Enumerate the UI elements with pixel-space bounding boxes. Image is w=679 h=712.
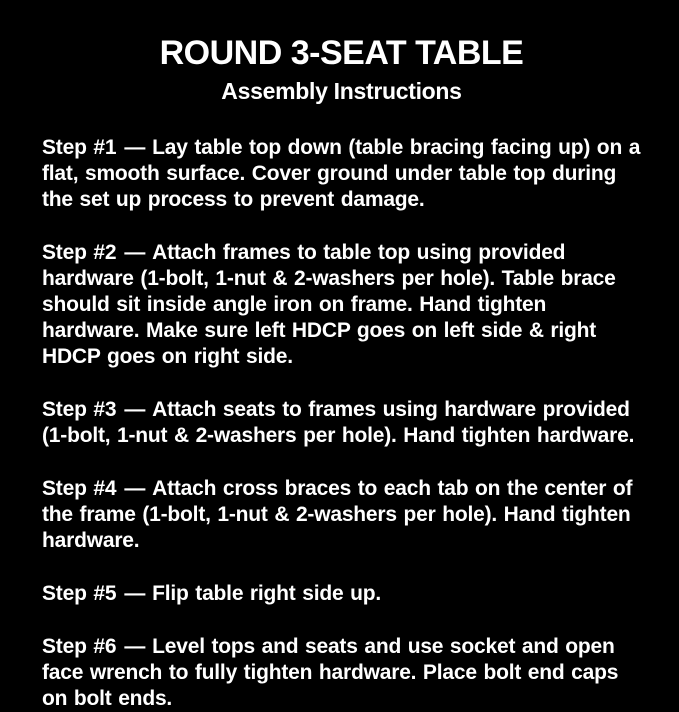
step-separator: — — [124, 397, 146, 421]
step-separator: — — [124, 477, 146, 500]
step-3-text: Attach seats to frames using hardware provided (1-bolt, 1-nut & 2-washers per hole). Hand tighten hardware. — [42, 397, 635, 447]
step-1-text: Lay table top down (table bracing facing up) on a flat, smooth surface. Cover ground under table top during the set up process to prevent damage. — [42, 135, 641, 211]
step-6-text: Level tops and seats and use socket and open face wrench to fully tighten hardware. Place bolt end caps on bolt ends. — [42, 635, 619, 711]
step-6-label: Step #6 — [42, 635, 117, 659]
step-5 — [42, 581, 641, 607]
step-3-label: Step #3 — [42, 397, 117, 421]
step-separator: — — [124, 240, 146, 264]
step-separator: — — [124, 135, 146, 159]
step-6 — [42, 634, 641, 712]
step-separator: — — [124, 635, 146, 659]
step-2 — [42, 240, 641, 370]
page-title: ROUND 3-SEAT TABLE — [159, 34, 524, 72]
step-2-text: Attach frames to table top using provided hardware (1-bolt, 1-nut & 2-washers per hole). Table brace should sit inside angle iron on frame. Hand tighten hardware. Make sure left HDCP goes on left side & right HDCP goes on right side. — [42, 240, 616, 368]
step-1-label: Step #1 — [42, 135, 117, 159]
step-5-text: Flip table right side up. — [152, 582, 381, 606]
step-2-label: Step #2 — [42, 240, 117, 264]
page-subtitle: Assembly Instructions — [221, 77, 462, 104]
step-4-label: Step #4 — [42, 477, 117, 500]
step-separator: — — [124, 582, 146, 606]
step-4 — [42, 476, 641, 554]
steps-list — [42, 135, 641, 712]
step-5-label: Step #5 — [42, 582, 117, 606]
step-1 — [42, 135, 641, 213]
step-4-text: Attach cross braces to each tab on the center of the frame (1-bolt, 1-nut & 2-washers per hole). Hand tighten hardware. — [42, 477, 633, 553]
step-3 — [42, 397, 641, 449]
